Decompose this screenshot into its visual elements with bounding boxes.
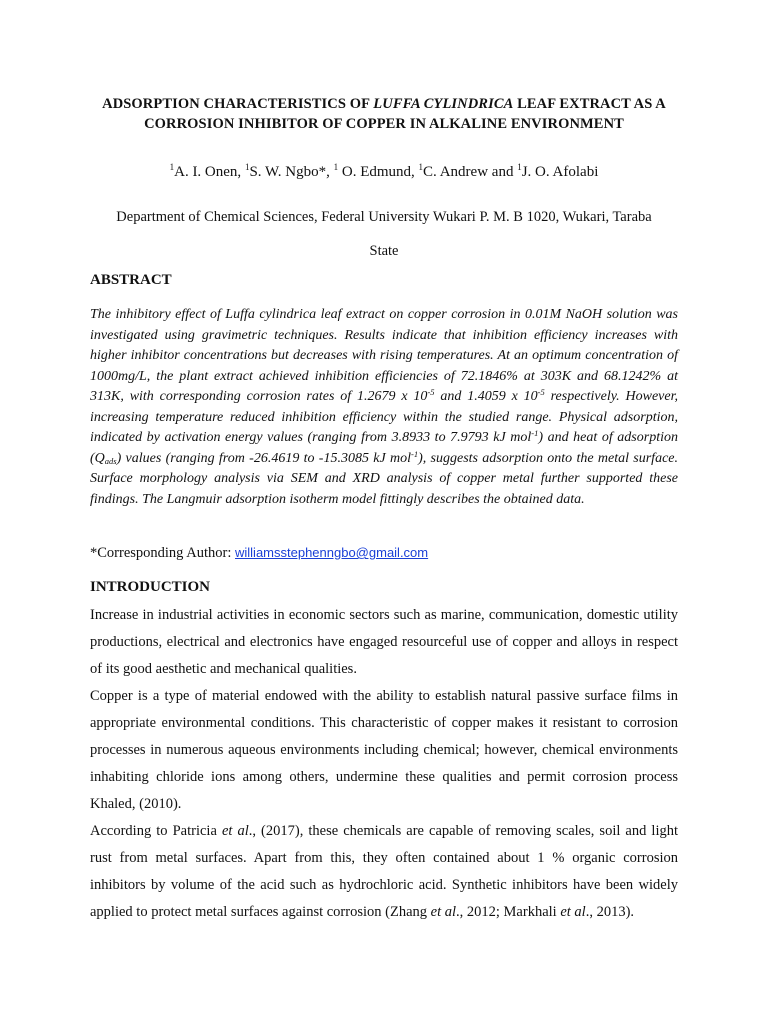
exponent: -5 <box>537 387 545 397</box>
title-line1-pre: ADSORPTION CHARACTERISTICS OF <box>102 96 374 112</box>
author-affil-mark: 1 <box>333 162 339 172</box>
author-name: C. Andrew and <box>423 164 518 180</box>
intro-text-part: ., 2013). <box>585 904 635 920</box>
affiliation-line1: Department of Chemical Sciences, Federal University Wukari P. M. B 1020, Wukari, Taraba <box>116 209 652 225</box>
abstract-text-part: ) and heat of adsorption (Q <box>90 430 678 466</box>
corresponding-label: *Corresponding Author: <box>90 545 235 561</box>
author-affil-mark: 1 <box>244 162 250 172</box>
intro-text-italic: et al <box>221 823 249 839</box>
intro-text-italic: et al <box>560 904 586 920</box>
paper-title <box>60 94 708 134</box>
intro-paragraph: Copper is a type of material endowed with the ability to establish natural passive surface films in appropriate environmental conditions. This characteristic of copper makes it resistant to corrosion processes in numerous aqueous environments including chemical; however, chemical environments inhabiting chloride ions among others, undermine these qualities and permit corrosion process Khaled, (2010). <box>90 688 678 812</box>
introduction-text <box>90 602 678 926</box>
intro-text-italic: et al <box>430 904 457 920</box>
author-list <box>60 162 708 182</box>
intro-text-part: ., (2017), these chemicals are capable of removing scales, soil and light rust from metal surfaces. Apart from this, they often contained about 1 % organic corrosion inhibitors by volume of the acid such as hydrochloric acid. Synthetic inhibitors have been widely applied to protect metal surfaces against corrosion (Zhang <box>90 823 679 920</box>
abstract-text-part: ) values (ranging from -26.4619 to -15.3085 kJ mol <box>116 450 411 466</box>
abstract-text <box>90 305 678 510</box>
title-species-name: LUFFA CYLINDRICA <box>373 96 514 112</box>
author-name: A. I. Onen, <box>174 164 245 180</box>
author-affil-mark: 1 <box>517 162 522 172</box>
affiliation-line2: State <box>369 243 399 259</box>
affiliation <box>60 200 708 268</box>
exponent: -5 <box>427 387 435 397</box>
abstract-text-part: and 1.4059 x 10 <box>434 389 538 404</box>
exponent: -1 <box>411 448 419 459</box>
author-name: O. Edmund, <box>338 164 419 180</box>
intro-paragraph <box>90 818 678 926</box>
subscript: ads <box>104 455 117 466</box>
corresponding-author <box>90 543 428 563</box>
intro-text-part: According to Patricia <box>90 823 222 839</box>
intro-paragraph: Increase in industrial activities in economic sectors such as marine, communication, domestic utility productions, electrical and electronics have engaged resourceful use of copper and alloys in respect of its good aesthetic and mechanical qualities. <box>90 607 678 677</box>
corresponding-email-link[interactable]: williamsstephenngbo@gmail.com <box>235 545 429 560</box>
author-name: S. W. Ngbo*, <box>249 164 334 180</box>
title-line1-post: LEAF EXTRACT AS A <box>513 96 666 112</box>
author-affil-mark: 1 <box>418 162 424 172</box>
abstract-text-part: ), suggests adsorption onto the metal surface. Surface morphology analysis via SEM and XRD analysis of copper metal further supported these findings. The Langmuir adsorption isotherm model fittingly describes the obtained data. <box>90 450 678 507</box>
intro-text-part: ., 2012; Markhali <box>456 904 561 920</box>
exponent: -1 <box>531 428 539 438</box>
title-line2: CORROSION INHIBITOR OF COPPER IN ALKALINE ENVIRONMENT <box>144 116 624 132</box>
introduction-heading: INTRODUCTION <box>90 579 211 595</box>
abstract-text-part: respectively. However, increasing temperature reduced inhibition efficiency within the studied range. Physical adsorption, indicated by activation energy values (ranging from 3.8933 to 7.9793 kJ mol <box>90 389 678 445</box>
abstract-heading: ABSTRACT <box>90 272 172 288</box>
author-affil-mark: 1 <box>169 162 175 172</box>
abstract-text-part: The inhibitory effect of Luffa cylindrica leaf extract on copper corrosion in 0.01M NaOH solution was investigated using gravimetric techniques. Results indicate that inhibition efficiency increases with higher inhibitor concentrations but decreases with rising temperatures. At an optimum concentration of 1000mg/L, the plant extract achieved inhibition efficiencies of 72.1846% at 303K and 68.1242% at 313K, with corresponding corrosion rates of 1.2679 x 10 <box>90 307 678 404</box>
author-name: J. O. Afolabi <box>521 164 599 180</box>
